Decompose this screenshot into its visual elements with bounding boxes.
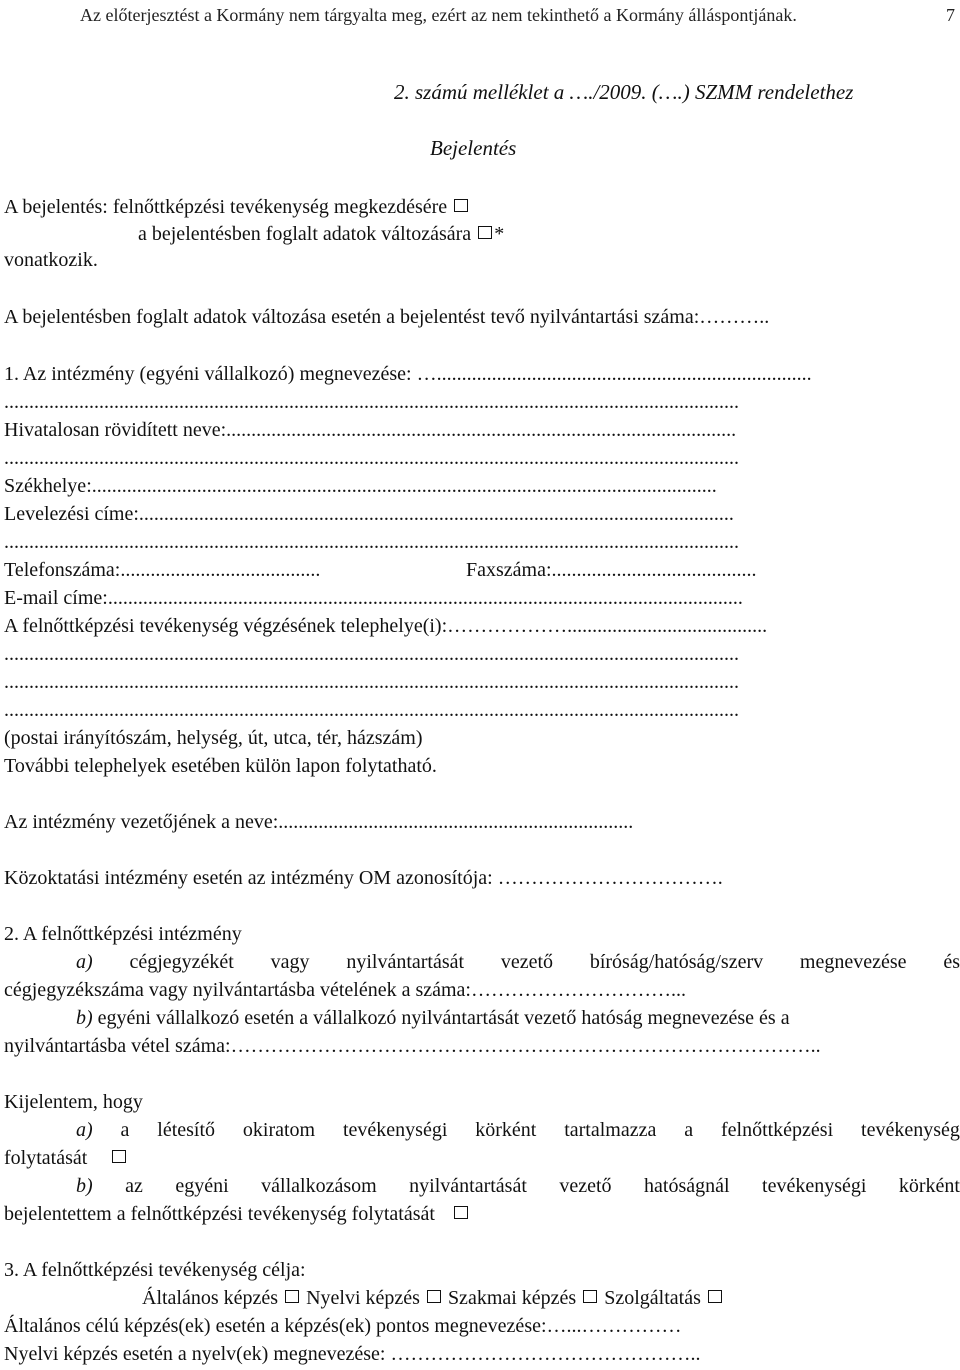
- phone-field[interactable]: Telefonszáma:........................................: [4, 559, 321, 581]
- checkbox-change[interactable]: [478, 226, 492, 239]
- om-id-field[interactable]: Közoktatási intézmény esetén az intézmény OM azonosítója: …………………………….: [4, 867, 723, 889]
- word: körként: [475, 1119, 537, 1141]
- subject-line-3: vonatkozik.: [4, 249, 98, 271]
- purpose-options: [142, 1286, 724, 1310]
- site-field[interactable]: A felnőttképzési tevékenység végzésének telephelye(i):………………........................................: [4, 615, 768, 637]
- option-language-label: Nyelvi képzés: [306, 1287, 420, 1309]
- dotted-line[interactable]: ...................................................................................................................................................: [4, 531, 739, 553]
- option-vocational-label: Szakmai képzés: [447, 1287, 577, 1309]
- header-notice: Az előterjesztést a Kormány nem tárgyalta meg, ezért az nem tekinthető a Kormány álláspontjának.: [80, 5, 797, 25]
- short-name-field[interactable]: Hivatalosan rövidített neve:......................................................................................................: [4, 419, 737, 441]
- checkbox-general-training[interactable]: [285, 1290, 299, 1303]
- word: a: [120, 1119, 130, 1141]
- court-registration-field[interactable]: cégjegyzékszáma vagy nyilvántartásba vételének a száma:…………………………...: [4, 979, 686, 1001]
- checkbox-declaration-a[interactable]: [112, 1150, 126, 1163]
- section-3-title: 3. A felnőttképzési tevékenység célja:: [4, 1259, 306, 1281]
- mailing-address-field[interactable]: Levelezési címe:.......................................................................................................................: [4, 503, 734, 525]
- declaration-b-line: [76, 1174, 960, 1198]
- dotted-line[interactable]: ...................................................................................................................................................: [4, 391, 739, 413]
- word: vagy: [270, 951, 310, 973]
- word: tevékenységi: [762, 1175, 867, 1197]
- address-hint: (postai irányítószám, helység, út, utca, tér, házszám): [4, 727, 423, 749]
- subject-line-2: [138, 222, 504, 246]
- word: egyéni: [175, 1175, 229, 1197]
- word: a: [684, 1119, 694, 1141]
- word: tevékenység: [861, 1119, 960, 1141]
- declaration-a-line-2: [4, 1146, 128, 1170]
- checkbox-start[interactable]: [454, 199, 468, 212]
- declaration-a-line: [76, 1118, 960, 1142]
- item-a-label: a): [76, 951, 93, 973]
- doc-title: Bejelentés: [430, 136, 517, 160]
- annex-title: 2. számú melléklet a …./2009. (….) SZMM rendelethez: [394, 80, 854, 104]
- checkbox-language-training[interactable]: [427, 1290, 441, 1303]
- section-2-b-text: egyéni vállalkozó esetén a vállalkozó nyilvántartását vezető hatóság megnevezése és a: [97, 1007, 790, 1029]
- word: és: [943, 951, 960, 973]
- email-field[interactable]: E-mail címe:...............................................................................................................................: [4, 587, 743, 609]
- language-name-field[interactable]: Nyelvi képzés esetén a nyelv(ek) megnevezése: ………………………………………..: [4, 1343, 701, 1365]
- declaration-b-line-2: [4, 1202, 470, 1226]
- word: nyilvántartását: [346, 951, 465, 973]
- word: hatóságnál: [644, 1175, 730, 1197]
- item-a-label: a): [76, 1119, 93, 1141]
- dotted-line[interactable]: ...................................................................................................................................................: [4, 643, 739, 665]
- declaration-title: Kijelentem, hogy: [4, 1091, 143, 1113]
- authority-registration-field[interactable]: nyilvántartásba vétel száma:……………………………………………………………………………..: [4, 1035, 821, 1057]
- declaration-b-text: bejelentettem a felnőttképzési tevékenység folytatását: [4, 1203, 435, 1225]
- seat-field[interactable]: Székhelye:.............................................................................................................................: [4, 475, 717, 497]
- subject-text-2: a bejelentésben foglalt adatok változására: [138, 223, 472, 245]
- page-number: 7: [946, 5, 955, 25]
- dotted-line[interactable]: ...................................................................................................................................................: [4, 671, 739, 693]
- section-2-a-line: [76, 950, 960, 974]
- institution-name-field[interactable]: 1. Az intézmény (egyéni vállalkozó) megnevezése: …...........................................................................: [4, 363, 812, 385]
- word: megnevezése: [799, 951, 907, 973]
- option-service-label: Szolgáltatás: [604, 1287, 701, 1309]
- section-2-title: 2. A felnőttképzési intézmény: [4, 923, 242, 945]
- word: bíróság/hatóság/szerv: [589, 951, 764, 973]
- fax-field[interactable]: Faxszáma:.........................................: [466, 559, 757, 581]
- leader-name-field[interactable]: Az intézmény vezetőjének a neve:.......................................................................: [4, 811, 634, 833]
- word: okiratom: [242, 1119, 316, 1141]
- dotted-line[interactable]: ...................................................................................................................................................: [4, 699, 739, 721]
- checkbox-vocational-training[interactable]: [583, 1290, 597, 1303]
- dotted-line[interactable]: ...................................................................................................................................................: [4, 447, 739, 469]
- word: vezető: [559, 1175, 612, 1197]
- word: cégjegyzékét: [129, 951, 234, 973]
- word: vezető: [500, 951, 554, 973]
- asterisk-mark: *: [494, 223, 505, 245]
- word: felnőttképzési: [720, 1119, 834, 1141]
- subject-line-1: [4, 195, 470, 219]
- subject-text-1: A bejelentés: felnőttképzési tevékenység megkezdésére: [4, 196, 448, 218]
- word: vállalkozásom: [261, 1175, 377, 1197]
- option-general-label: Általános képzés: [142, 1287, 279, 1309]
- declaration-a-text: folytatását: [4, 1147, 88, 1169]
- word: nyilvántartását: [409, 1175, 527, 1197]
- checkbox-service[interactable]: [708, 1290, 722, 1303]
- general-training-name-field[interactable]: Általános célú képzés(ek) esetén a képzés(ek) pontos megnevezése:…...……………: [4, 1315, 682, 1337]
- word: az: [125, 1175, 143, 1197]
- item-b-label: b): [76, 1175, 93, 1197]
- word: tevékenységi: [342, 1119, 448, 1141]
- more-sites-note: További telephelyek esetében külön lapon folytatható.: [4, 755, 437, 777]
- section-2-b-line: [76, 1006, 790, 1030]
- checkbox-declaration-b[interactable]: [454, 1206, 468, 1219]
- word: körként: [898, 1175, 960, 1197]
- registration-number-field[interactable]: A bejelentésben foglalt adatok változása esetén a bejelentést tevő nyilvántartási száma:………..: [4, 306, 770, 328]
- item-b-label: b): [76, 1007, 93, 1029]
- word: tartalmazza: [564, 1119, 657, 1141]
- word: létesítő: [157, 1119, 216, 1141]
